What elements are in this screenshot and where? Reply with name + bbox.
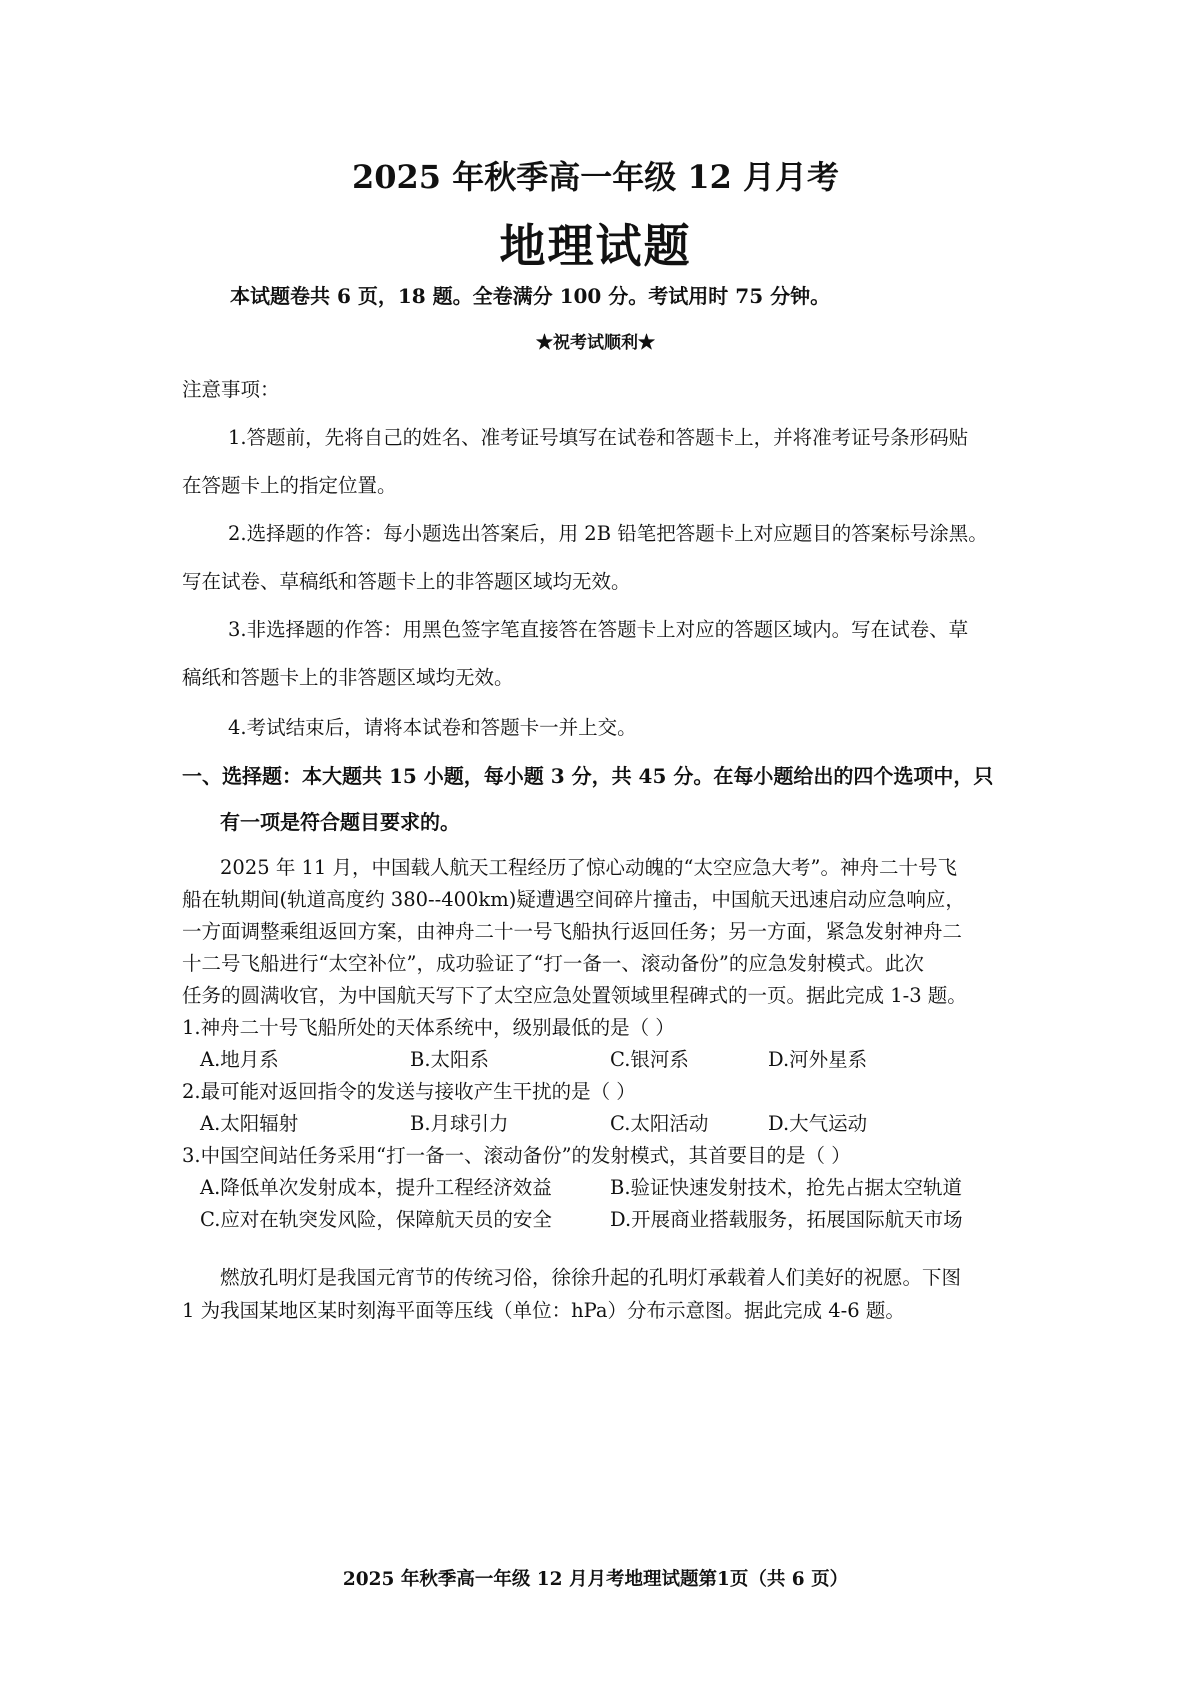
section-heading: 一、选择题：本大题共 15 小题，每小题 3 分，共 45 分。在每小题给出的四个选项中，只	[182, 764, 994, 788]
q3-option-d: D.开展商业搭载服务，拓展国际航天市场	[610, 1208, 963, 1231]
question-3-stem: 3.中国空间站任务采用“打一备一、滚动备份”的发射模式，其首要目的是（ ）	[182, 1144, 851, 1167]
notice-line: 1.答题前，先将自己的姓名、准考证号填写在试卷和答题卡上，并将准考证号条形码贴	[228, 426, 969, 449]
subject-title: 地理试题	[499, 219, 692, 273]
passage-line: 任务的圆满收官，为中国航天写下了太空应急处置领域里程碑式的一页。据此完成 1-3 题。	[182, 984, 967, 1007]
q3-option-a: A.降低单次发射成本，提升工程经济效益	[200, 1176, 552, 1199]
passage-line: 一方面调整乘组返回方案，由神舟二十一号飞船执行返回任务；另一方面，紧急发射神舟二	[182, 920, 963, 943]
q2-option-d: D.大气运动	[768, 1112, 868, 1135]
exam-title: 2025 年秋季高一年级 12 月月考	[351, 158, 840, 196]
question-1-stem: 1.神舟二十号飞船所处的天体系统中，级别最低的是（ ）	[182, 1016, 675, 1039]
notice-line: 3.非选择题的作答：用黑色签字笔直接答在答题卡上对应的答题区域内。写在试卷、草	[228, 618, 969, 641]
passage-line: 船在轨期间(轨道高度约 380--400km)疑遭遇空间碎片撞击，中国航天迅速启动应急响应，	[182, 888, 965, 911]
notice-heading: 注意事项：	[182, 378, 280, 401]
passage2-line: 1 为我国某地区某时刻海平面等压线（单位：hPa）分布示意图。据此完成 4-6 题。	[182, 1299, 905, 1322]
notice-line: 2.选择题的作答：每小题选出答案后，用 2B 铅笔把答题卡上对应题目的答案标号涂黑。	[228, 522, 988, 545]
q1-option-d: D.河外星系	[768, 1048, 868, 1071]
notice-line: 写在试卷、草稿纸和答题卡上的非答题区域均无效。	[182, 570, 631, 593]
q3-option-c: C.应对在轨突发风险，保障航天员的安全	[200, 1208, 552, 1231]
q2-option-a: A.太阳辐射	[200, 1112, 299, 1135]
q1-option-b: B.太阳系	[410, 1048, 490, 1071]
passage2-line: 燃放孔明灯是我国元宵节的传统习俗，徐徐升起的孔明灯承载着人们美好的祝愿。下图	[220, 1266, 962, 1289]
passage-line: 十二号飞船进行“太空补位”，成功验证了“打一备一、滚动备份”的应急发射模式。此次	[182, 952, 924, 975]
passage-line: 2025 年 11 月，中国载人航天工程经历了惊心动魄的“太空应急大考”。神舟二十号飞	[220, 856, 957, 879]
good-luck-line: ★祝考试顺利★	[536, 333, 655, 353]
notice-line: 4.考试结束后，请将本试卷和答题卡一并上交。	[228, 716, 637, 739]
section-heading-cont: 有一项是符合题目要求的。	[220, 810, 460, 834]
q3-option-b: B.验证快速发射技术，抢先占据太空轨道	[610, 1176, 963, 1199]
q1-option-c: C.银河系	[610, 1048, 689, 1071]
q2-option-c: C.太阳活动	[610, 1112, 709, 1135]
q2-option-b: B.月球引力	[410, 1112, 509, 1135]
page-footer: 2025 年秋季高一年级 12 月月考地理试题第1页（共 6 页）	[342, 1569, 849, 1590]
q1-option-a: A.地月系	[200, 1048, 279, 1071]
notice-line: 在答题卡上的指定位置。	[182, 474, 397, 497]
exam-info: 本试题卷共 6 页，18 题。全卷满分 100 分。考试用时 75 分钟。	[230, 284, 831, 308]
question-2-stem: 2.最可能对返回指令的发送与接收产生干扰的是（ ）	[182, 1080, 636, 1103]
notice-line: 稿纸和答题卡上的非答题区域均无效。	[182, 666, 514, 689]
